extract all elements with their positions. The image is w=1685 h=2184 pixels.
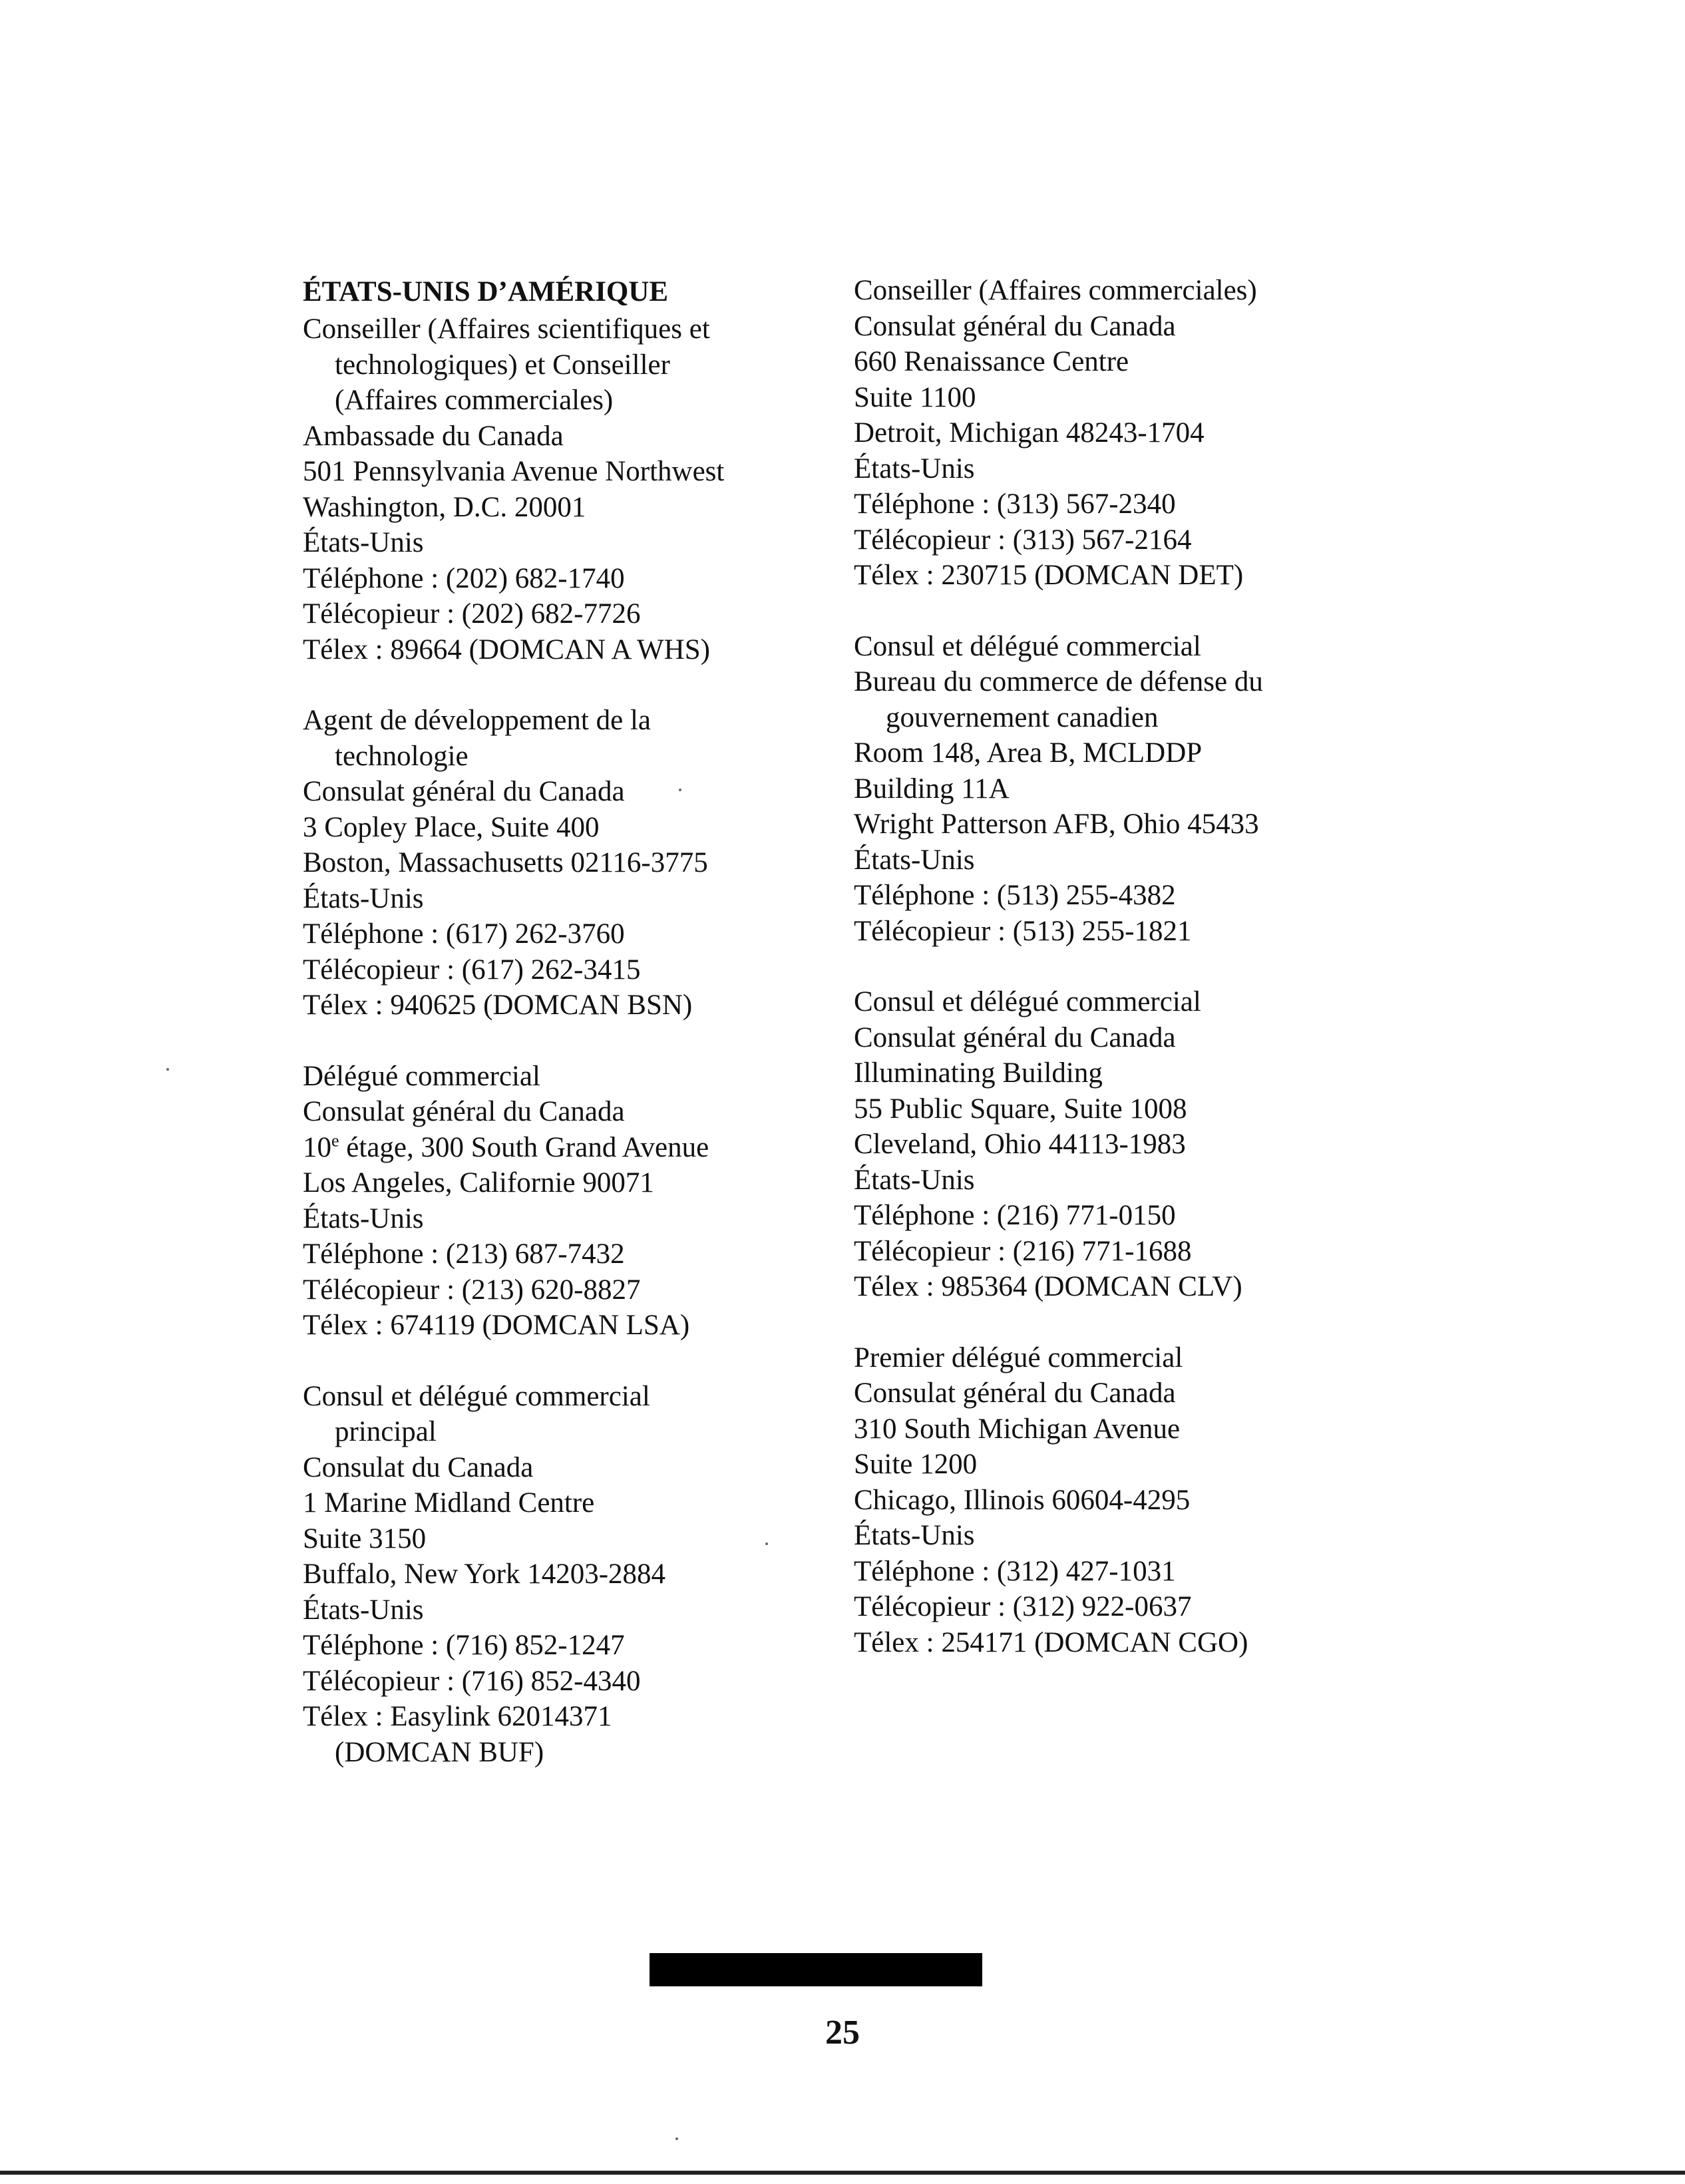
address-line: Consulat général du Canada [303, 1096, 625, 1127]
scan-speck [679, 789, 681, 791]
address-line: Bureau du commerce de défense du [854, 666, 1263, 697]
scan-speck [166, 1068, 169, 1071]
address-line: (Affaires commerciales) [335, 385, 614, 416]
address-entry [854, 984, 1360, 1305]
address-line: (DOMCAN BUF) [335, 1736, 544, 1768]
address-line: États-Unis [303, 1202, 424, 1234]
address-line: Consul et délégué commercial [303, 1380, 650, 1412]
address-line: Télex : Easylink 62014371 [303, 1701, 612, 1732]
address-line: Téléphone : (716) 852-1247 [303, 1630, 625, 1661]
address-line: Télécopieur : (202) 682-7726 [303, 598, 641, 630]
address-line: Téléphone : (202) 682-1740 [303, 562, 625, 594]
page-number: 25 [825, 2014, 860, 2052]
address-line: Boston, Massachusetts 02116-3775 [303, 847, 708, 878]
address-line: Délégué commercial [303, 1060, 540, 1092]
address-line: Télécopieur : (213) 620-8827 [303, 1274, 641, 1306]
address-line: Buffalo, New York 14203-2884 [303, 1558, 666, 1590]
address-line: États-Unis [303, 882, 424, 914]
address-line: Suite 3150 [303, 1523, 427, 1554]
address-line: Télécopieur : (313) 567-2164 [854, 524, 1192, 556]
address-line: Télex : 674119 (DOMCAN LSA) [303, 1310, 690, 1341]
address-entry [303, 1379, 809, 1771]
address-line: États-Unis [854, 1164, 975, 1196]
address-entry [303, 311, 809, 667]
address-line: 55 Public Square, Suite 1008 [854, 1093, 1187, 1125]
address-line: Detroit, Michigan 48243-1704 [854, 417, 1205, 449]
section-heading: ÉTATS-UNIS D’AMÉRIQUE [303, 276, 669, 307]
address-line: Consulat du Canada [303, 1451, 534, 1483]
address-entry [854, 273, 1360, 594]
address-line: Suite 1100 [854, 381, 976, 413]
address-line: Wright Patterson AFB, Ohio 45433 [854, 809, 1259, 840]
address-line: États-Unis [854, 844, 975, 876]
address-line: Télécopieur : (312) 922-0637 [854, 1591, 1192, 1622]
address-line: Télécopieur : (513) 255-1821 [854, 915, 1192, 947]
address-line: Room 148, Area B, MCLDDP [854, 737, 1203, 769]
address-line: 3 Copley Place, Suite 400 [303, 811, 600, 843]
address-line: Télécopieur : (716) 852-4340 [303, 1665, 641, 1697]
address-line: Télex : 254171 (DOMCAN CGO) [854, 1626, 1248, 1658]
address-line: Consul et délégué commercial [854, 986, 1201, 1017]
address-line: Télécopieur : (216) 771-1688 [854, 1235, 1192, 1267]
address-line: Ambassade du Canada [303, 420, 564, 452]
address-line: 10e étage, 300 South Grand Avenue [303, 1131, 709, 1163]
scan-speck [765, 1543, 768, 1545]
address-line: principal [335, 1416, 437, 1447]
address-line: États-Unis [303, 1594, 424, 1626]
address-line: Conseiller (Affaires scientifiques et [303, 313, 710, 345]
address-line: Consulat général du Canada [303, 776, 625, 807]
footer-bar [650, 1953, 982, 1986]
address-line: États-Unis [854, 453, 975, 484]
address-line: Téléphone : (313) 567-2340 [854, 488, 1176, 520]
address-line: Téléphone : (513) 255-4382 [854, 880, 1176, 911]
right-column [854, 273, 1360, 1696]
address-line: Consulat général du Canada [854, 1021, 1176, 1053]
address-line: Consulat général du Canada [854, 1377, 1176, 1409]
address-entry [303, 1059, 809, 1344]
address-line: Illuminating Building [854, 1057, 1103, 1089]
scan-speck [675, 2137, 678, 2140]
address-line: Télécopieur : (617) 262-3415 [303, 954, 641, 986]
address-line: Chicago, Illinois 60604-4295 [854, 1484, 1191, 1516]
address-line: Washington, D.C. 20001 [303, 491, 586, 523]
address-line: Suite 1200 [854, 1449, 978, 1480]
address-line: Building 11A [854, 773, 1010, 805]
address-line: Consul et délégué commercial [854, 630, 1201, 662]
address-line: Téléphone : (216) 771-0150 [854, 1200, 1176, 1231]
address-line: Télex : 89664 (DOMCAN A WHS) [303, 634, 710, 665]
address-entry [854, 1340, 1360, 1661]
right-entries [854, 273, 1360, 1660]
left-entries [303, 311, 809, 1770]
address-line: Consulat général du Canada [854, 310, 1176, 342]
address-line: États-Unis [303, 527, 424, 558]
left-column [303, 273, 809, 1805]
address-line: États-Unis [854, 1520, 975, 1551]
address-line: Télex : 985364 (DOMCAN CLV) [854, 1271, 1242, 1302]
address-line: Conseiller (Affaires commerciales) [854, 275, 1257, 306]
address-line: Premier délégué commercial [854, 1342, 1183, 1373]
address-line: technologiques) et Conseiller [335, 349, 670, 381]
address-line: Los Angeles, Californie 90071 [303, 1167, 654, 1198]
bottom-rule [0, 2171, 1685, 2175]
address-line: 660 Renaissance Centre [854, 346, 1129, 377]
address-line: Télex : 940625 (DOMCAN BSN) [303, 990, 693, 1021]
address-line: 501 Pennsylvania Avenue Northwest [303, 456, 725, 487]
address-line: Téléphone : (312) 427-1031 [854, 1555, 1176, 1587]
address-line: technologie [335, 740, 468, 772]
address-line: 310 South Michigan Avenue [854, 1413, 1181, 1445]
address-line: gouvernement canadien [886, 701, 1159, 733]
address-line: 1 Marine Midland Centre [303, 1487, 595, 1519]
address-line: Téléphone : (213) 687-7432 [303, 1238, 625, 1270]
address-entry [854, 629, 1360, 950]
address-entry [303, 703, 809, 1023]
address-line: Télex : 230715 (DOMCAN DET) [854, 560, 1244, 591]
address-line: Agent de développement de la [303, 705, 651, 736]
address-line: Cleveland, Ohio 44113-1983 [854, 1129, 1186, 1160]
address-line: Téléphone : (617) 262-3760 [303, 918, 625, 950]
